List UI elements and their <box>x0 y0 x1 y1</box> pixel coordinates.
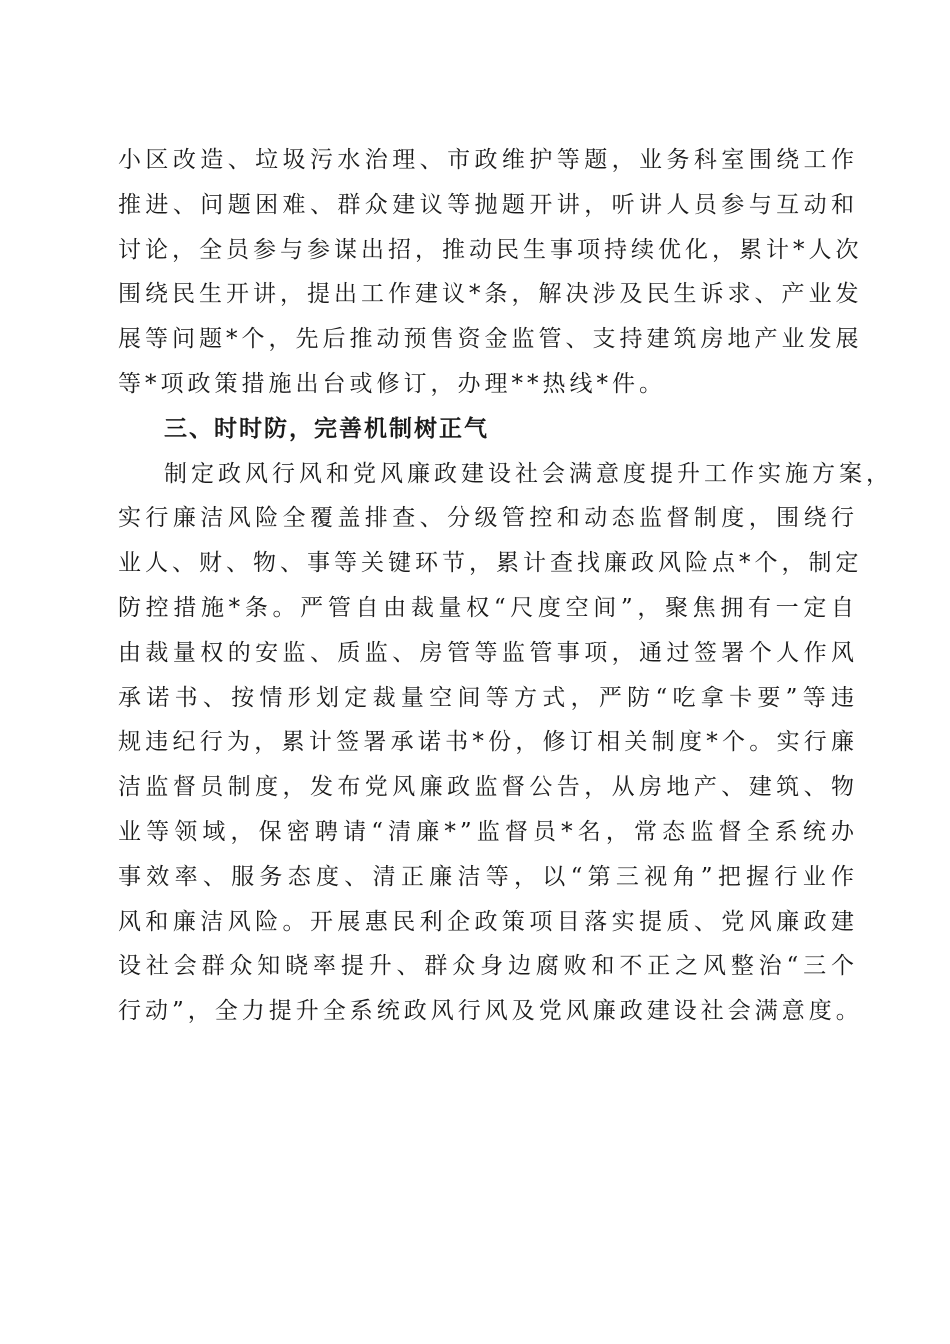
paragraph-2-line: 事效率、服务态度、清正廉洁等，以“第三视角”把握行业作 <box>118 863 858 890</box>
paragraph-1-line: 展等问题*个，先后推动预售资金监管、支持建筑房地产业发展 <box>118 326 863 353</box>
paragraph-2-line: 防控措施*条。严管自由裁量权“尺度空间”，聚焦拥有一定自 <box>118 594 858 621</box>
paragraph-2-line: 业人、财、物、事等关键环节，累计查找廉政风险点*个，制定 <box>118 550 863 577</box>
paragraph-2-line: 行动”，全力提升全系统政风行风及党风廉政建设社会满意度。 <box>118 998 863 1025</box>
body-text <box>118 138 893 1034</box>
paragraph-2-line: 风和廉洁风险。开展惠民利企政策项目落实提质、党风廉政建 <box>118 908 858 935</box>
paragraph-1 <box>118 138 863 407</box>
paragraph-2-line: 洁监督员制度，发布党风廉政监督公告，从房地产、建筑、物 <box>118 774 858 801</box>
paragraph-2-line: 承诺书、按情形划定裁量空间等方式，严防“吃拿卡要”等违 <box>118 684 858 711</box>
paragraph-1-line: 推进、问题困难、群众建议等抛题开讲，听讲人员参与互动和 <box>118 191 858 218</box>
paragraph-2-line: 实行廉洁风险全覆盖排查、分级管控和动态监督制度，围绕行 <box>118 505 858 532</box>
paragraph-2-line: 制定政风行风和党风廉政建设社会满意度提升工作实施方案， <box>164 460 893 487</box>
section-heading: 三、时时防，完善机制树正气 <box>164 415 489 442</box>
paragraph-1-line: 小区改造、垃圾污水治理、市政维护等题，业务科室围绕工作 <box>118 147 858 173</box>
paragraph-2 <box>118 452 893 1034</box>
paragraph-2-line: 由裁量权的安监、质监、房管等监管事项，通过签署个人作风 <box>118 639 858 666</box>
paragraph-1-line: 等*项政策措施出台或修订，办理**热线*件。 <box>118 370 666 397</box>
paragraph-1-line: 围绕民生开讲，提出工作建议*条，解决涉及民生诉求、产业发 <box>118 281 863 308</box>
paragraph-2-line: 设社会群众知晓率提升、群众身边腐败和不正之风整治“三个 <box>118 953 858 980</box>
paragraph-1-line: 讨论，全员参与参谋出招，推动民生事项持续优化，累计*人次 <box>118 236 863 263</box>
paragraph-2-line: 规违纪行为，累计签署承诺书*份，修订相关制度*个。实行廉 <box>118 729 858 756</box>
paragraph-2-line: 业等领域，保密聘请“清廉*”监督员*名，常态监督全系统办 <box>118 818 858 845</box>
